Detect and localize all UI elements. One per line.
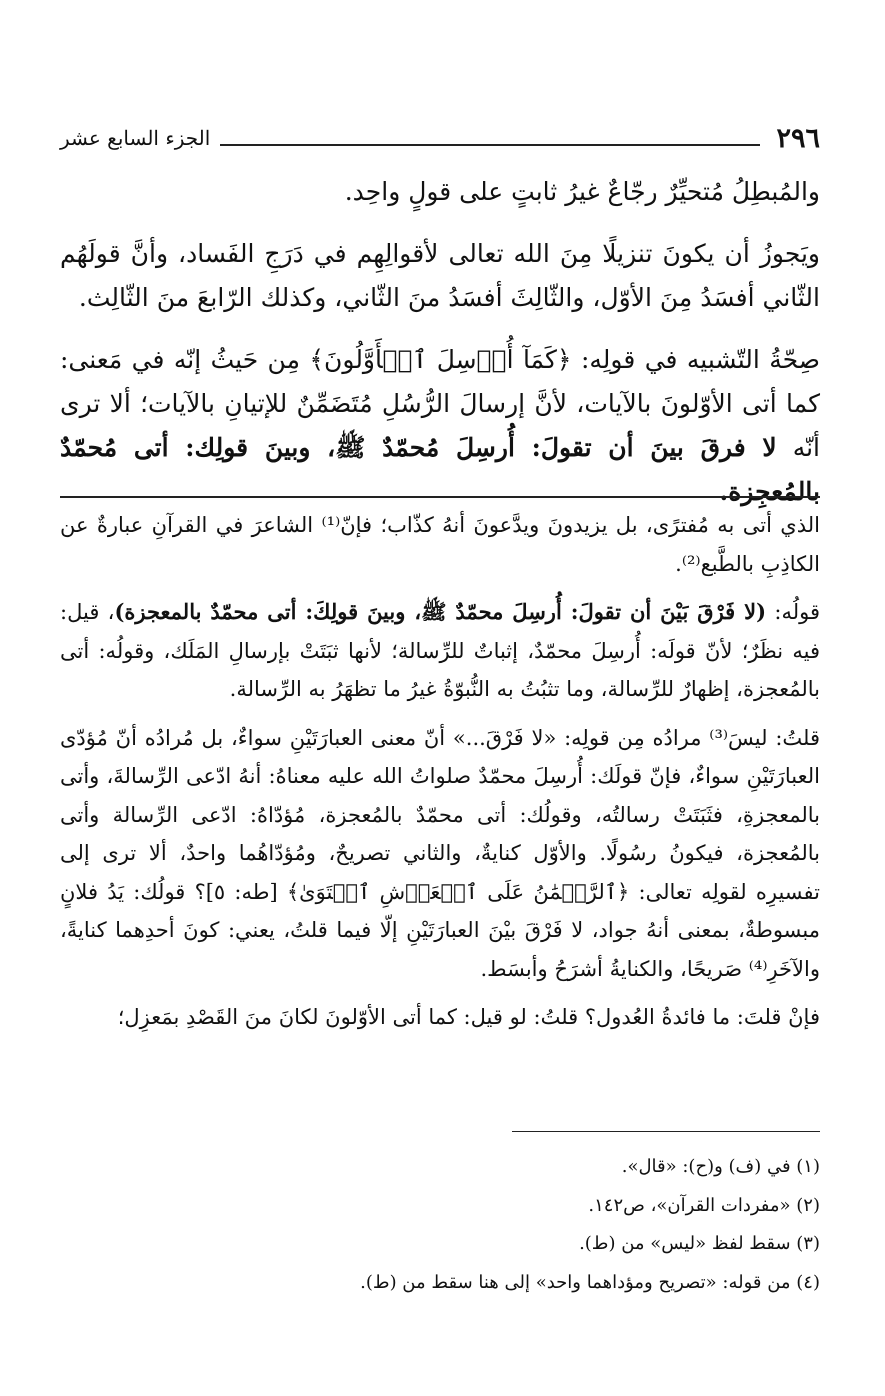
main-paragraph: والمُبطِلُ مُتحيِّرٌ رجّاعٌ غيرُ ثابتٍ على قولٍ واحِد.	[344, 177, 820, 206]
footnotes	[60, 1148, 820, 1302]
footnote: (٢) «مفردات القرآن»، ص١٤٢.	[588, 1194, 820, 1216]
footnote: (٣) سقط لفظ «ليس» من (ط).	[579, 1233, 820, 1254]
footnote: (١) في (ف) و(ح): «قال».	[621, 1156, 820, 1177]
commentary-text	[60, 506, 820, 1047]
main-text	[60, 170, 820, 532]
commentary-paragraph: فإنْ قلتَ: ما فائدةُ العُدول؟ قلتُ: لو قيل: كما أتى الأوّلونَ لكانَ منَ القَصْدِ بمَعزِل؛	[117, 1005, 820, 1029]
page-number: ٢٩٦	[776, 122, 820, 154]
footnote: (٤) من قوله: «تصريح ومؤداهما واحد» إلى هنا سقط من (ط).	[360, 1271, 820, 1293]
section-divider	[60, 496, 820, 498]
main-paragraph-text: صِحّةُ التّشبيه في قولِه: ﴿كَمَآ أُرۡسِلَ ٱلۡأَوَّلُونَ﴾ مِن حَيثُ إنّه في مَعنى: كما أتى الأوّلونَ بالآيات، لأنَّ إرسالَ الرُّسُلِ مُتَضَمِّنٌ للإتيانِ بالآيات؛ ألا ترى أنّه	[60, 345, 820, 462]
running-title: الجزء السابع عشر	[60, 126, 211, 150]
commentary-lead: قولُه:	[774, 600, 820, 624]
commentary-paragraph	[60, 593, 820, 709]
main-paragraph-bold: لا فرقَ بينَ أن تقولَ: أُرسِلَ مُحمّدٌ ﷺ، وبينَ قولِك: أتى مُحمّدٌ بالمُعجِزة.	[60, 433, 820, 506]
header-rule	[220, 144, 760, 146]
main-paragraph	[60, 338, 820, 514]
commentary-rest: ، قيل: فيه نظَرٌ؛ لأنّ قولَه: أُرسِلَ محمّدٌ، إثباتٌ للرِّسالة؛ لأنها ثبَتَتْ بإرسالِ المَلَك، وقولُه: أتى بالمُعجزة، إظهارٌ للرِّسالة، وما تثبُتُ به النُّبوّةُ غيرُ ما تظهَرُ به الرِّسالة.	[60, 600, 820, 701]
commentary-paragraph: قلتُ: ليسَ⁽³⁾ مرادُه مِن قولِه: «لا فَرْقَ...» أنّ معنى العبارَتَيْنِ سواءٌ، بل مُرادُه أنّ مُؤدّى العبارَتَيْنِ سواءٌ، فإنّ قولَك: أُرسِلَ محمّدٌ صلواتُ الله عليه معناهُ: أنهُ ادّعى الرِّسالةَ، وأتى بالمعجزةِ، فثَبَتَتْ رسالتُه، وقولُك: أتى محمّدٌ بالمُعجزة، مُؤدّاهُ: ادّعى الرِّسالة وأتى بالمُعجزة، فيكونُ رسُولًا. والأوّل كنايةٌ، والثاني تصريحٌ، ومُؤدّاهُما واحدٌ، ألا ترى إلى تفسيرِه لقولِه تعالى: ﴿ٱلرَّحۡمَٰنُ عَلَى ٱلۡعَرۡشِ ٱسۡتَوَىٰ﴾ [طه: ٥]؟ قولُك: يَدُ فلانٍ مبسوطةٌ، بمعنى أنهُ جواد، لا فَرْقَ بيْنَ العبارَتَيْنِ إلّا فيما قلتُ، يعني: كونَ أحدِهما كنايةً، والآخَرِ⁽⁴⁾ صَريحًا، والكنايةُ أشرَحُ وأبسَط.	[60, 725, 821, 981]
footnote-rule	[512, 1131, 820, 1132]
commentary-quote: (لا فَرْقَ بَيْنَ أن تقولَ: أُرسِلَ محمّدٌ ﷺ، وبينَ قولِكَ: أتى محمّدٌ بالمعجزة)	[114, 599, 767, 624]
page-header	[60, 118, 820, 158]
commentary-paragraph: الذي أتى به مُفترًى، بل يزيدونَ ويدَّعونَ أنهُ كذّاب؛ فإنّ⁽¹⁾ الشاعرَ في القرآنِ عبارةٌ عن الكاذِبِ بالطَّبع⁽²⁾.	[60, 513, 821, 576]
main-paragraph: ويَجوزُ أن يكونَ تنزيلًا مِنَ الله تعالى لأقوالِهِم في دَرَجِ الفَساد، وأنَّ قولَهُم الثّاني أفسَدُ مِنَ الأوّل، والثّالِثَ أفسَدُ منَ الثّاني، وكذلك الرّابعَ منَ الثّالِث.	[60, 239, 820, 312]
